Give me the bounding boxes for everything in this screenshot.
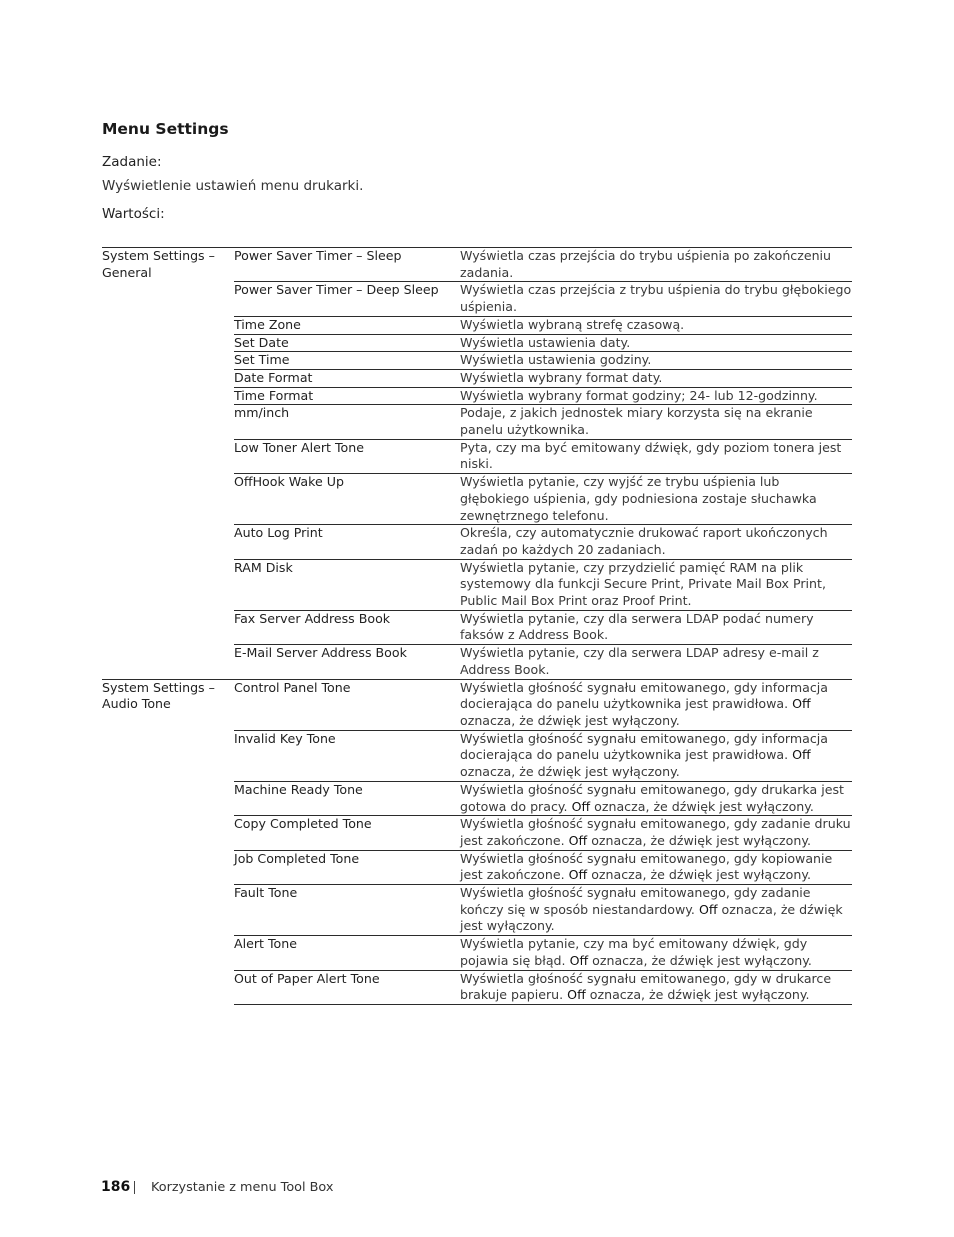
setting-description — [460, 439, 852, 473]
page-number: 186 — [101, 1179, 131, 1195]
off-description: oznacza, że dźwięk jest wyłączony. — [460, 712, 680, 728]
setting-name: Time Format — [234, 387, 460, 405]
description-text: Wyświetla głośność sygnału emitowanego, gdy informacja docierająca do panelu użytkownika jest prawidłowa. — [460, 730, 828, 763]
setting-description — [460, 885, 852, 936]
description-text: Wyświetla pytanie, czy dla serwera LDAP podać numery faksów z Address Book. — [460, 610, 814, 643]
off-keyword: Off — [569, 952, 589, 968]
setting-description — [460, 645, 852, 679]
group-name: System Settings – Audio Tone — [102, 679, 234, 1004]
off-keyword: Off — [568, 832, 588, 848]
setting-name: Out of Paper Alert Tone — [234, 970, 460, 1004]
description-text: Wyświetla pytanie, czy ma być emitowany dźwięk, gdy pojawia się błąd. — [460, 936, 808, 968]
off-description: oznacza, że dźwięk jest wyłączony. — [592, 952, 812, 968]
setting-name: Fax Server Address Book — [234, 610, 460, 644]
description-text: Wyświetla głośność sygnału emitowanego, gdy zadanie druku jest zakończone. — [460, 816, 851, 848]
description-text: Wyświetla wybrany format daty. — [460, 369, 663, 385]
description-text: Wyświetla głośność sygnału emitowanego, gdy kopiowanie jest zakończone. — [460, 850, 833, 883]
setting-name: OffHook Wake Up — [234, 474, 460, 525]
description-text: Wyświetla ustawienia daty. — [460, 334, 631, 350]
setting-name: Date Format — [234, 369, 460, 387]
off-keyword: Off — [567, 987, 586, 1003]
description-text: Wyświetla głośność sygnału emitowanego, gdy drukarka jest gotowa do pracy. — [460, 781, 844, 814]
table-row — [102, 679, 852, 730]
setting-name: Control Panel Tone — [234, 679, 460, 730]
task-label: Zadanie: — [102, 154, 162, 170]
group-name: System Settings – General — [102, 248, 234, 680]
setting-name: Set Time — [234, 352, 460, 370]
setting-description — [460, 525, 852, 559]
setting-description — [460, 387, 852, 405]
setting-name: Job Completed Tone — [234, 850, 460, 884]
off-keyword: Off — [571, 798, 591, 814]
setting-description — [460, 248, 852, 282]
description-text: Wyświetla pytanie, czy przydzielić pamięć RAM na plik systemowy dla funkcji Secure Print, Private Mail Box Print, Public Mail Box Print oraz Proof Print. — [460, 559, 826, 609]
settings-table — [102, 247, 852, 1005]
setting-name: mm/inch — [234, 405, 460, 439]
setting-description — [460, 334, 852, 352]
description-text: Wyświetla wybraną strefę czasową. — [460, 316, 685, 332]
setting-name: Invalid Key Tone — [234, 730, 460, 781]
description-text: Wyświetla czas przejścia z trybu uśpienia do trybu głębokiego uśpienia. — [460, 282, 852, 315]
off-description: oznacza, że dźwięk jest wyłączony. — [589, 987, 810, 1003]
description-text: Pyta, czy ma być emitowany dźwięk, gdy poziom tonera jest niski. — [460, 439, 842, 472]
setting-description — [460, 679, 852, 730]
setting-name: Auto Log Print — [234, 525, 460, 559]
setting-name: Alert Tone — [234, 936, 460, 970]
setting-description — [460, 610, 852, 644]
description-text: Wyświetla wybrany format godziny; 24- lub 12-godzinny. — [460, 387, 818, 403]
values-label: Wartości: — [102, 206, 165, 222]
setting-description — [460, 970, 852, 1004]
setting-description — [460, 850, 852, 884]
setting-description — [460, 282, 852, 316]
section-title: Menu Settings — [102, 120, 229, 138]
setting-description — [460, 559, 852, 610]
setting-description — [460, 316, 852, 334]
description-text: Wyświetla czas przejścia do trybu uśpienia po zakończeniu zadania. — [460, 248, 832, 280]
off-keyword: Off — [792, 696, 811, 712]
description-text: Podaje, z jakich jednostek miary korzysta się na ekranie panelu użytkownika. — [460, 405, 813, 438]
setting-description — [460, 352, 852, 370]
footer-separator — [134, 1181, 135, 1194]
description-text: Określa, czy automatycznie drukować raport ukończonych zadań po każdych 20 zadaniach. — [460, 525, 828, 557]
setting-description — [460, 816, 852, 850]
setting-name: Power Saver Timer – Deep Sleep — [234, 282, 460, 316]
setting-description — [460, 730, 852, 781]
off-keyword: Off — [698, 901, 718, 917]
setting-name: Fault Tone — [234, 885, 460, 936]
description-text: Wyświetla pytanie, czy dla serwera LDAP adresy e-mail z Address Book. — [460, 645, 819, 677]
description-text: Wyświetla pytanie, czy wyjść ze trybu uśpienia lub głębokiego uśpienia, gdy podniesiona zostaje słuchawka zewnętrznego telefonu. — [460, 474, 817, 523]
footer-chapter: Korzystanie z menu Tool Box — [151, 1180, 334, 1195]
off-description: oznacza, że dźwięk jest wyłączony. — [460, 764, 680, 780]
off-description: oznacza, że dźwięk jest wyłączony. — [594, 798, 814, 814]
setting-description — [460, 474, 852, 525]
off-description: oznacza, że dźwięk jest wyłączony. — [591, 867, 811, 883]
setting-name: Set Date — [234, 334, 460, 352]
setting-description — [460, 936, 852, 970]
description-text: Wyświetla ustawienia godziny. — [460, 352, 652, 368]
off-description: oznacza, że dźwięk jest wyłączony. — [460, 901, 843, 934]
task-text: Wyświetlenie ustawień menu drukarki. — [102, 178, 364, 194]
description-text: Wyświetla głośność sygnału emitowanego, gdy w drukarce brakuje papieru. — [460, 970, 832, 1003]
description-text: Wyświetla głośność sygnału emitowanego, gdy informacja docierająca do panelu użytkownika jest prawidłowa. — [460, 679, 828, 712]
setting-name: Low Toner Alert Tone — [234, 439, 460, 473]
setting-name: Copy Completed Tone — [234, 816, 460, 850]
setting-name: E-Mail Server Address Book — [234, 645, 460, 679]
off-keyword: Off — [792, 747, 811, 763]
setting-description — [460, 405, 852, 439]
off-keyword: Off — [568, 867, 588, 883]
table-row — [102, 248, 852, 282]
setting-description — [460, 369, 852, 387]
setting-description — [460, 781, 852, 815]
off-description: oznacza, że dźwięk jest wyłączony. — [591, 832, 811, 848]
setting-name: Power Saver Timer – Sleep — [234, 248, 460, 282]
setting-name: RAM Disk — [234, 559, 460, 610]
description-text: Wyświetla głośność sygnału emitowanego, gdy zadanie kończy się w sposób niestandardowy. — [460, 885, 811, 917]
setting-name: Machine Ready Tone — [234, 781, 460, 815]
setting-name: Time Zone — [234, 316, 460, 334]
